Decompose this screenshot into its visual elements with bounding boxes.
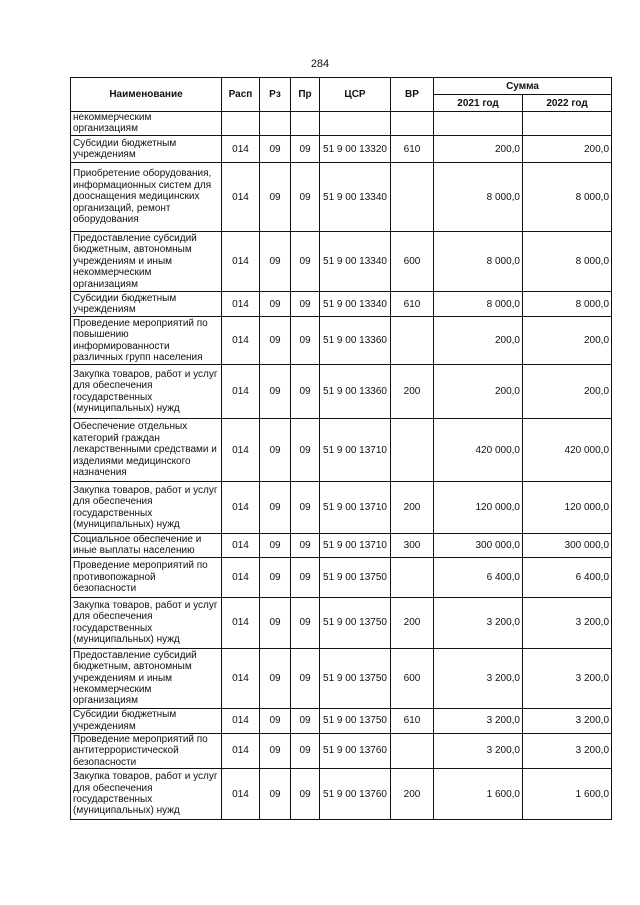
row-csr: 51 9 00 13710 bbox=[320, 482, 391, 534]
row-vr: 610 bbox=[391, 292, 434, 317]
table-row bbox=[71, 708, 612, 733]
table-body bbox=[71, 112, 612, 820]
table-row bbox=[71, 232, 612, 292]
row-name: Проведение мероприятий по противопожарной безопасности bbox=[71, 557, 222, 597]
row-vr bbox=[391, 733, 434, 768]
row-vr: 300 bbox=[391, 534, 434, 558]
row-name: Обеспечение отдельных категорий граждан лекарственными средствами и изделиями медицинского назначения bbox=[71, 419, 222, 482]
row-vr: 600 bbox=[391, 648, 434, 708]
header-csr: ЦСР bbox=[320, 78, 391, 112]
budget-table bbox=[70, 77, 612, 820]
row-vr: 200 bbox=[391, 482, 434, 534]
table-row bbox=[71, 482, 612, 534]
row-rasp bbox=[222, 112, 260, 136]
row-sum-2022: 6 400,0 bbox=[523, 557, 612, 597]
row-name: Проведение мероприятий по антитеррористической безопасности bbox=[71, 733, 222, 768]
row-vr: 610 bbox=[391, 708, 434, 733]
row-rasp: 014 bbox=[222, 769, 260, 820]
row-sum-2022: 3 200,0 bbox=[523, 597, 612, 648]
row-csr: 51 9 00 13340 bbox=[320, 232, 391, 292]
row-pr: 09 bbox=[291, 534, 320, 558]
row-rasp: 014 bbox=[222, 163, 260, 232]
table-row bbox=[71, 419, 612, 482]
row-csr: 51 9 00 13360 bbox=[320, 317, 391, 365]
row-sum-2021: 200,0 bbox=[434, 136, 523, 163]
row-rz: 09 bbox=[260, 163, 291, 232]
row-sum-2022: 3 200,0 bbox=[523, 708, 612, 733]
row-pr: 09 bbox=[291, 557, 320, 597]
row-rz: 09 bbox=[260, 534, 291, 558]
row-rasp: 014 bbox=[222, 419, 260, 482]
row-rz: 09 bbox=[260, 292, 291, 317]
row-sum-2022 bbox=[523, 112, 612, 136]
row-sum-2021: 300 000,0 bbox=[434, 534, 523, 558]
row-rz: 09 bbox=[260, 557, 291, 597]
row-pr: 09 bbox=[291, 365, 320, 419]
header-sum: Сумма bbox=[434, 78, 612, 95]
row-sum-2022: 200,0 bbox=[523, 136, 612, 163]
row-rz: 09 bbox=[260, 365, 291, 419]
row-csr: 51 9 00 13360 bbox=[320, 365, 391, 419]
row-sum-2022: 120 000,0 bbox=[523, 482, 612, 534]
row-sum-2021: 200,0 bbox=[434, 317, 523, 365]
row-name: Проведение мероприятий по повышению информированности различных групп населения bbox=[71, 317, 222, 365]
header-rz: Рз bbox=[260, 78, 291, 112]
row-vr: 610 bbox=[391, 136, 434, 163]
row-csr: 51 9 00 13750 bbox=[320, 557, 391, 597]
table-row bbox=[71, 136, 612, 163]
row-sum-2021: 120 000,0 bbox=[434, 482, 523, 534]
row-sum-2021 bbox=[434, 112, 523, 136]
row-csr: 51 9 00 13750 bbox=[320, 597, 391, 648]
row-rasp: 014 bbox=[222, 557, 260, 597]
row-csr: 51 9 00 13750 bbox=[320, 648, 391, 708]
row-csr: 51 9 00 13340 bbox=[320, 163, 391, 232]
row-name: Субсидии бюджетным учреждениям bbox=[71, 292, 222, 317]
row-pr: 09 bbox=[291, 482, 320, 534]
table-row bbox=[71, 648, 612, 708]
row-sum-2021: 8 000,0 bbox=[434, 232, 523, 292]
row-sum-2021: 3 200,0 bbox=[434, 648, 523, 708]
row-rz: 09 bbox=[260, 733, 291, 768]
row-rz bbox=[260, 112, 291, 136]
row-name: Приобретение оборудования, информационных систем для дооснащения медицинских организаций, ремонт оборудования bbox=[71, 163, 222, 232]
header-year-2022: 2022 год bbox=[523, 95, 612, 112]
row-sum-2022: 200,0 bbox=[523, 365, 612, 419]
page-number: 284 bbox=[310, 58, 330, 70]
row-name: Закупка товаров, работ и услуг для обеспечения государственных (муниципальных) нужд bbox=[71, 365, 222, 419]
row-pr: 09 bbox=[291, 708, 320, 733]
header-vr: ВР bbox=[391, 78, 434, 112]
row-rasp: 014 bbox=[222, 365, 260, 419]
table-row bbox=[71, 534, 612, 558]
table-row bbox=[71, 292, 612, 317]
row-name: некоммерческим организациям bbox=[71, 112, 222, 136]
row-rz: 09 bbox=[260, 232, 291, 292]
row-sum-2022: 300 000,0 bbox=[523, 534, 612, 558]
row-rasp: 014 bbox=[222, 733, 260, 768]
table-row bbox=[71, 557, 612, 597]
table-header bbox=[71, 78, 612, 112]
row-rz: 09 bbox=[260, 708, 291, 733]
row-vr bbox=[391, 557, 434, 597]
row-vr bbox=[391, 317, 434, 365]
table-row bbox=[71, 365, 612, 419]
row-sum-2022: 3 200,0 bbox=[523, 733, 612, 768]
row-csr: 51 9 00 13750 bbox=[320, 708, 391, 733]
row-vr bbox=[391, 419, 434, 482]
row-csr: 51 9 00 13710 bbox=[320, 534, 391, 558]
row-pr: 09 bbox=[291, 648, 320, 708]
row-sum-2021: 3 200,0 bbox=[434, 597, 523, 648]
row-vr bbox=[391, 112, 434, 136]
row-pr: 09 bbox=[291, 733, 320, 768]
row-pr: 09 bbox=[291, 419, 320, 482]
row-name: Предоставление субсидий бюджетным, автономным учреждениям и иным некоммерческим организациям bbox=[71, 648, 222, 708]
row-csr: 51 9 00 13760 bbox=[320, 769, 391, 820]
row-pr: 09 bbox=[291, 163, 320, 232]
row-pr: 09 bbox=[291, 597, 320, 648]
row-rasp: 014 bbox=[222, 534, 260, 558]
row-sum-2021: 6 400,0 bbox=[434, 557, 523, 597]
header-year-2021: 2021 год bbox=[434, 95, 523, 112]
header-rasp: Расп bbox=[222, 78, 260, 112]
row-pr: 09 bbox=[291, 136, 320, 163]
row-name: Закупка товаров, работ и услуг для обеспечения государственных (муниципальных) нужд bbox=[71, 482, 222, 534]
row-rasp: 014 bbox=[222, 708, 260, 733]
row-csr: 51 9 00 13710 bbox=[320, 419, 391, 482]
row-sum-2022: 420 000,0 bbox=[523, 419, 612, 482]
row-sum-2022: 3 200,0 bbox=[523, 648, 612, 708]
row-vr: 200 bbox=[391, 365, 434, 419]
row-sum-2022: 8 000,0 bbox=[523, 292, 612, 317]
table-row bbox=[71, 317, 612, 365]
row-csr: 51 9 00 13320 bbox=[320, 136, 391, 163]
row-sum-2022: 8 000,0 bbox=[523, 163, 612, 232]
row-sum-2021: 1 600,0 bbox=[434, 769, 523, 820]
row-sum-2021: 3 200,0 bbox=[434, 733, 523, 768]
row-name: Социальное обеспечение и иные выплаты населению bbox=[71, 534, 222, 558]
row-sum-2021: 8 000,0 bbox=[434, 292, 523, 317]
row-sum-2022: 200,0 bbox=[523, 317, 612, 365]
row-name: Предоставление субсидий бюджетным, автономным учреждениям и иным некоммерческим организациям bbox=[71, 232, 222, 292]
row-rz: 09 bbox=[260, 419, 291, 482]
table-row bbox=[71, 769, 612, 820]
row-pr: 09 bbox=[291, 769, 320, 820]
row-sum-2021: 3 200,0 bbox=[434, 708, 523, 733]
row-pr: 09 bbox=[291, 317, 320, 365]
row-sum-2022: 8 000,0 bbox=[523, 232, 612, 292]
row-rz: 09 bbox=[260, 482, 291, 534]
header-name: Наименование bbox=[71, 78, 222, 112]
row-rz: 09 bbox=[260, 597, 291, 648]
row-rz: 09 bbox=[260, 648, 291, 708]
table-row bbox=[71, 163, 612, 232]
row-name: Закупка товаров, работ и услуг для обеспечения государственных (муниципальных) нужд bbox=[71, 769, 222, 820]
row-pr bbox=[291, 112, 320, 136]
row-name: Субсидии бюджетным учреждениям bbox=[71, 136, 222, 163]
row-csr bbox=[320, 112, 391, 136]
row-vr bbox=[391, 163, 434, 232]
row-vr: 200 bbox=[391, 769, 434, 820]
row-rz: 09 bbox=[260, 769, 291, 820]
row-sum-2022: 1 600,0 bbox=[523, 769, 612, 820]
table-row bbox=[71, 733, 612, 768]
row-sum-2021: 8 000,0 bbox=[434, 163, 523, 232]
row-rasp: 014 bbox=[222, 317, 260, 365]
row-pr: 09 bbox=[291, 232, 320, 292]
row-name: Субсидии бюджетным учреждениям bbox=[71, 708, 222, 733]
row-rasp: 014 bbox=[222, 232, 260, 292]
row-pr: 09 bbox=[291, 292, 320, 317]
row-vr: 600 bbox=[391, 232, 434, 292]
row-rasp: 014 bbox=[222, 136, 260, 163]
table-row bbox=[71, 112, 612, 136]
row-rasp: 014 bbox=[222, 292, 260, 317]
row-rasp: 014 bbox=[222, 482, 260, 534]
row-vr: 200 bbox=[391, 597, 434, 648]
row-rasp: 014 bbox=[222, 648, 260, 708]
row-csr: 51 9 00 13760 bbox=[320, 733, 391, 768]
row-name: Закупка товаров, работ и услуг для обеспечения государственных (муниципальных) нужд bbox=[71, 597, 222, 648]
row-rz: 09 bbox=[260, 136, 291, 163]
header-pr: Пр bbox=[291, 78, 320, 112]
row-csr: 51 9 00 13340 bbox=[320, 292, 391, 317]
table-row bbox=[71, 597, 612, 648]
row-rz: 09 bbox=[260, 317, 291, 365]
row-sum-2021: 420 000,0 bbox=[434, 419, 523, 482]
row-rasp: 014 bbox=[222, 597, 260, 648]
row-sum-2021: 200,0 bbox=[434, 365, 523, 419]
